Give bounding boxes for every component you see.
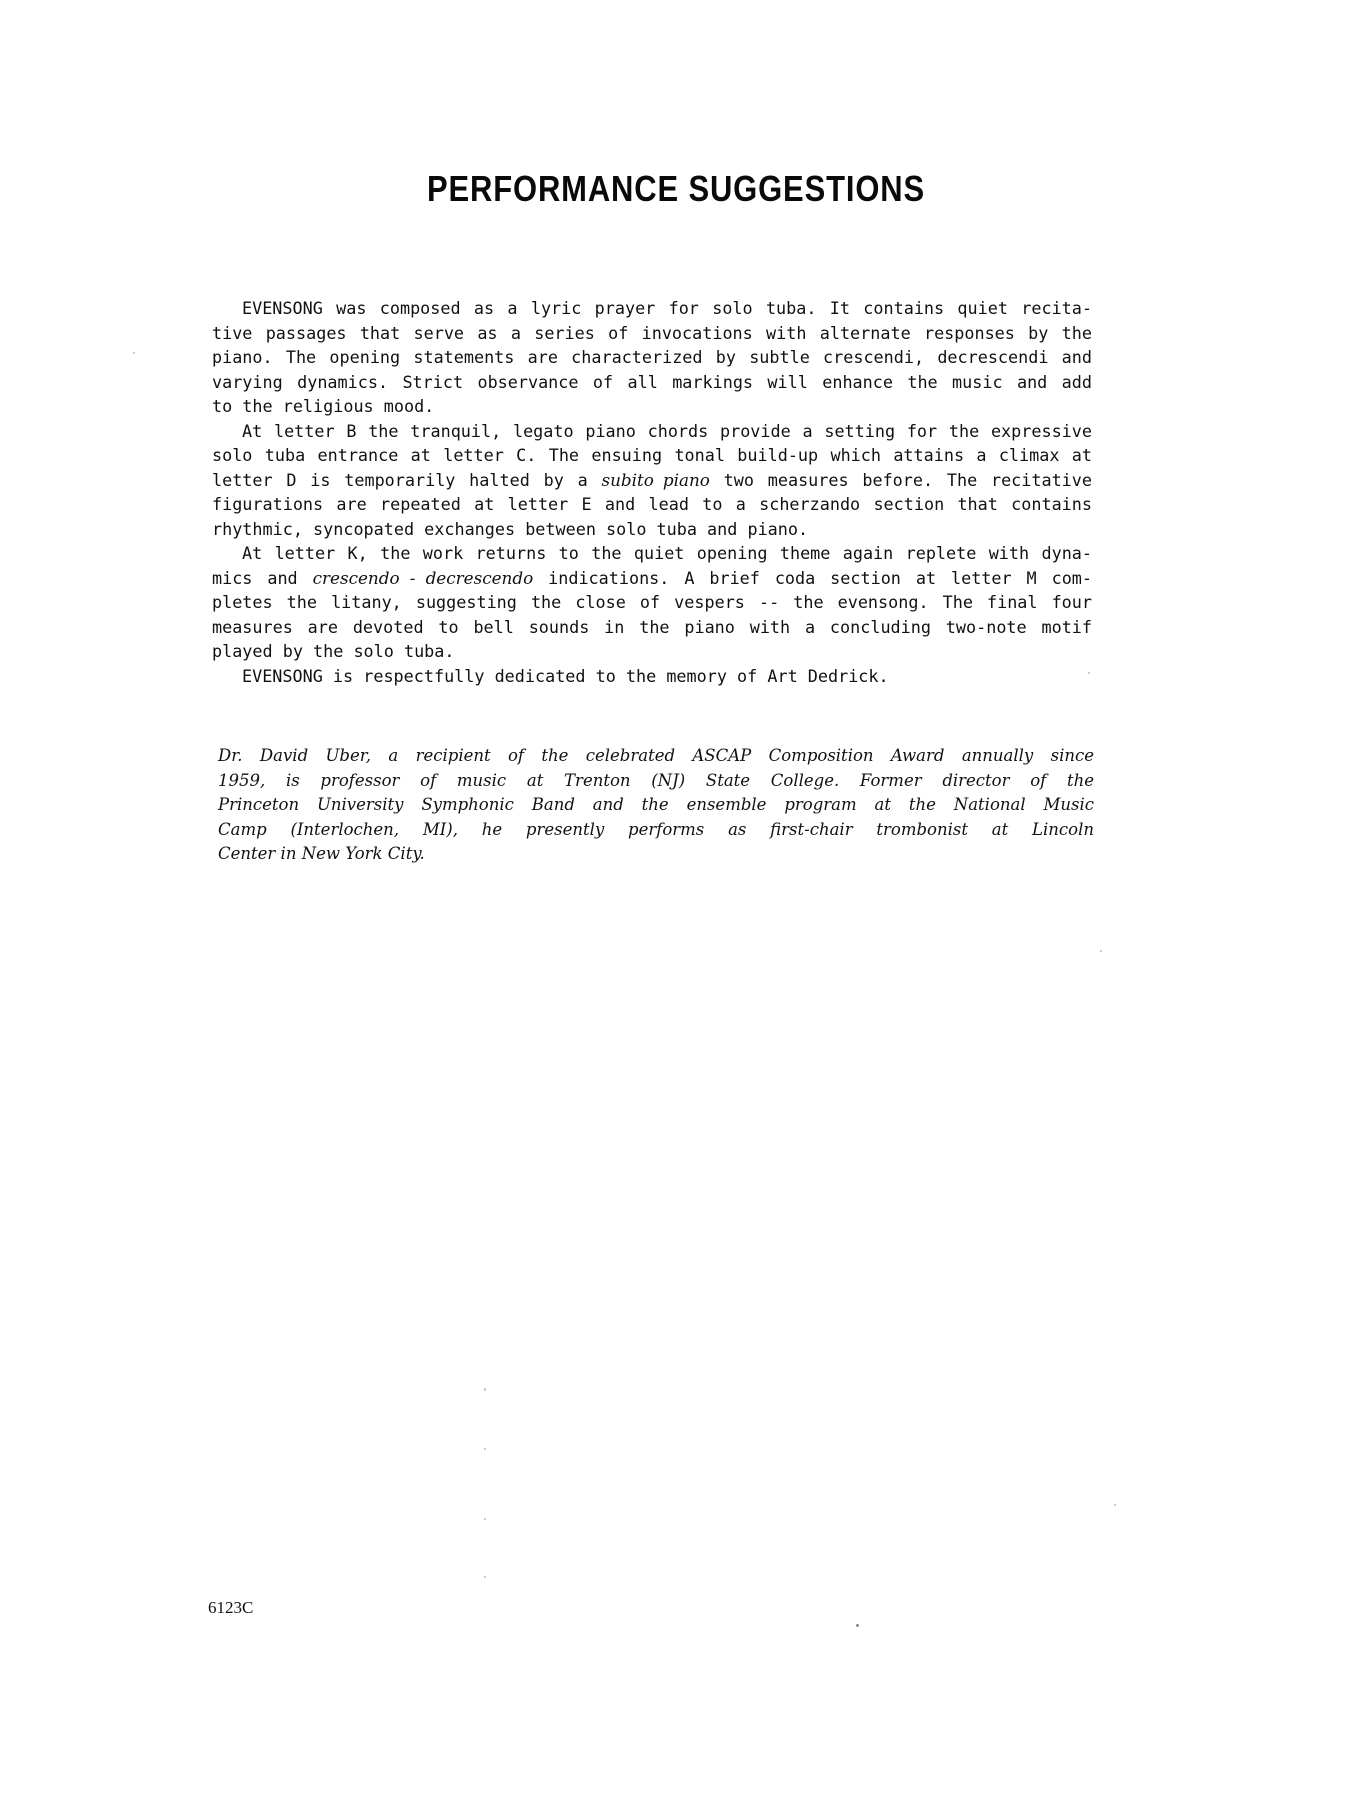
scan-speck (484, 1448, 486, 1450)
text-line: EVENSONG is respectfully dedicated to the memory of Art Dedrick. (242, 665, 889, 686)
scan-speck (484, 1518, 486, 1520)
text-segment: mics and (212, 567, 313, 588)
text-line: piano. The opening statements are characterized by subtle crescendi, decrescendi and (212, 347, 1092, 367)
bio-line: Camp (Interlochen, MI), he presently performs as first-chair trombonist at Lincoln (218, 819, 1094, 839)
text-line: figurations are repeated at letter E and lead to a scherzando section that contains (212, 494, 1092, 514)
text-segment: letter D is temporarily halted by a (212, 469, 602, 490)
text-line: measures are devoted to bell sounds in the piano with a concluding two-note motif (212, 616, 1092, 637)
performance-notes (212, 296, 1092, 688)
text-line: solo tuba entrance at letter C. The ensuing tonal build-up which attains a climax at (212, 445, 1092, 465)
scan-speck (1114, 1504, 1116, 1506)
bio-line: Princeton University Symphonic Band and the ensemble program at the National Music (218, 795, 1094, 814)
text-line: tive passages that serve as a series of invocations with alternate responses by the (212, 322, 1092, 343)
text-line: to the religious mood. (212, 396, 435, 416)
text-line: At letter B the tranquil, legato piano chords provide a setting for the expressive (242, 420, 1092, 441)
scan-speck (484, 1576, 486, 1578)
scan-speck (1088, 672, 1090, 674)
italic-term: subito piano (601, 469, 710, 490)
text-line: played by the solo tuba. (212, 641, 455, 661)
scan-speck (133, 352, 135, 354)
bio-line: Dr. David Uber, a recipient of the celebrated ASCAP Composition Award annually since (218, 746, 1094, 765)
scan-speck (484, 1388, 486, 1391)
composer-bio (218, 744, 1094, 867)
paragraph-1 (212, 296, 1092, 419)
text-segment: two measures before. The recitative (709, 469, 1092, 490)
paragraph-2 (212, 419, 1092, 542)
text-line: At letter K, the work returns to the quiet opening theme again replete with dyna- (242, 543, 1092, 563)
text-line (212, 566, 1092, 591)
page-title: PERFORMANCE SUGGESTIONS (427, 168, 925, 209)
text-line: rhythmic, syncopated exchanges between solo tuba and piano. (212, 518, 809, 539)
text-line: EVENSONG was composed as a lyric prayer for solo tuba. It contains quiet recita- (242, 298, 1092, 318)
scan-speck (856, 1624, 859, 1627)
scan-speck (1100, 950, 1102, 952)
bio-line: Center in New York City. (218, 844, 425, 863)
italic-term: crescendo - decrescendo (312, 567, 534, 588)
text-segment: indications. A brief coda section at letter M com- (533, 567, 1093, 588)
paragraph-4 (212, 664, 1092, 689)
text-line (212, 468, 1092, 493)
bio-line: 1959, is professor of music at Trenton (NJ) State College. Former director of the (218, 770, 1094, 790)
text-line: varying dynamics. Strict observance of all markings will enhance the music and add (212, 371, 1092, 392)
paragraph-3 (212, 541, 1092, 664)
text-line: pletes the litany, suggesting the close of vespers -- the evensong. The final four (212, 592, 1092, 612)
catalog-number: 6123C (208, 1598, 254, 1617)
